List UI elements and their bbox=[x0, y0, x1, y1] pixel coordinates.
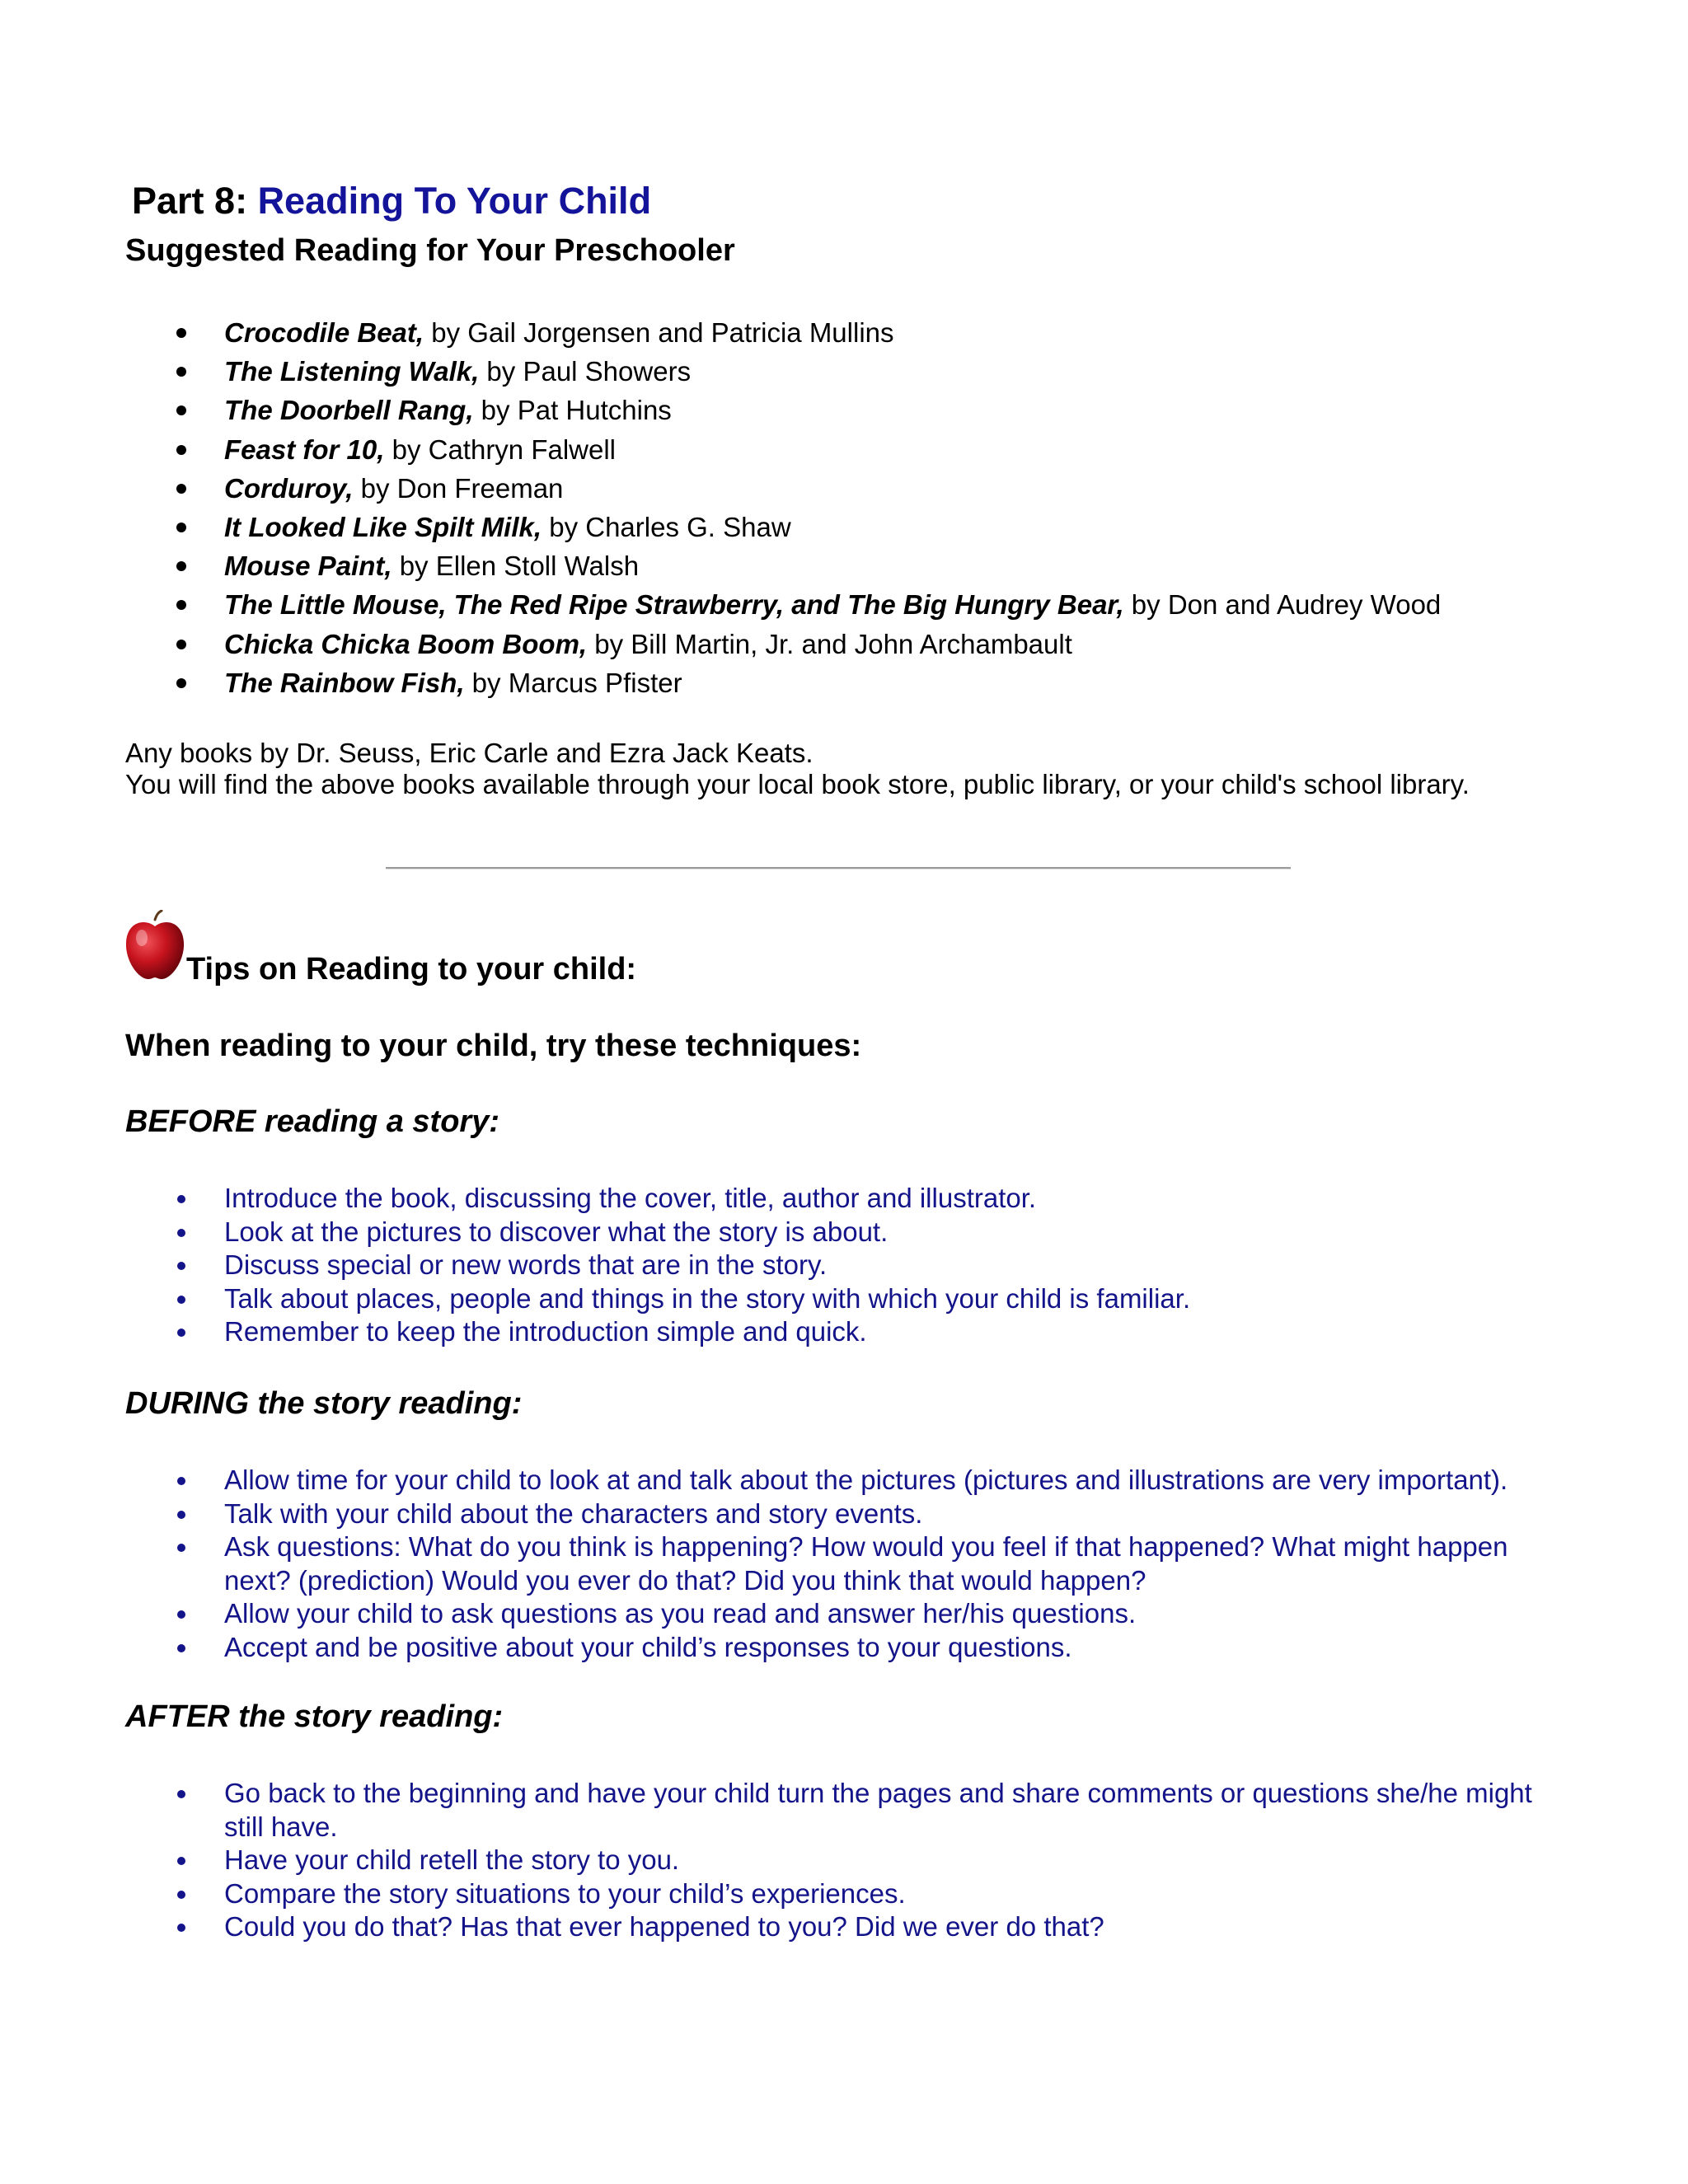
during-reading-heading: DURING the story reading: bbox=[125, 1386, 523, 1421]
after-reading-heading: AFTER the story reading: bbox=[125, 1699, 504, 1734]
book-item bbox=[125, 508, 1441, 546]
list-item: Allow time for your child to look at and talk about the pictures (pictures and illustrations are very important). bbox=[125, 1464, 1559, 1497]
list-item: Ask questions: What do you think is happening? How would you feel if that happened? What might happen next? (prediction) Would you ever do that? Did you think that would happen? bbox=[125, 1530, 1559, 1597]
book-title: Mouse Paint, bbox=[224, 551, 392, 582]
list-item: Allow your child to ask questions as you read and answer her/his questions. bbox=[125, 1597, 1559, 1631]
book-author: by Ellen Stoll Walsh bbox=[392, 551, 640, 582]
book-author: by Charles G. Shaw bbox=[542, 511, 791, 542]
list-item: Accept and be positive about your child’s responses to your questions. bbox=[125, 1631, 1559, 1665]
techniques-heading: When reading to your child, try these techniques: bbox=[125, 1029, 862, 1063]
during-reading-list bbox=[125, 1464, 1559, 1664]
book-item bbox=[125, 585, 1441, 624]
horizontal-rule bbox=[386, 867, 1291, 869]
list-item: Go back to the beginning and have your child turn the pages and share comments or questions she/he might still have. bbox=[125, 1777, 1559, 1844]
page-title bbox=[132, 180, 651, 223]
book-item bbox=[125, 625, 1441, 663]
list-item: Compare the story situations to your child’s experiences. bbox=[125, 1877, 1559, 1911]
book-item bbox=[125, 430, 1441, 469]
list-item: Look at the pictures to discover what the story is about. bbox=[125, 1216, 1559, 1249]
book-author: by Cathryn Falwell bbox=[384, 434, 617, 465]
book-list bbox=[125, 313, 1441, 702]
book-item bbox=[125, 663, 1441, 702]
list-item: Discuss special or new words that are in the story. bbox=[125, 1249, 1559, 1282]
part-label: Part 8: bbox=[132, 180, 258, 222]
book-item bbox=[125, 352, 1441, 391]
availability-note: You will find the above books available through your local book store, public library, or your child's school library. bbox=[125, 769, 1470, 799]
book-title: Chicka Chicka Boom Boom, bbox=[224, 628, 588, 659]
before-reading-list bbox=[125, 1182, 1559, 1349]
book-title: The Doorbell Rang, bbox=[224, 395, 474, 426]
after-reading-list bbox=[125, 1777, 1559, 1944]
book-author: by Bill Martin, Jr. and John Archambault bbox=[587, 628, 1072, 659]
apple-icon bbox=[124, 910, 186, 981]
book-item bbox=[125, 469, 1441, 508]
list-item: Talk with your child about the characters and story events. bbox=[125, 1497, 1559, 1531]
book-author: by Paul Showers bbox=[479, 356, 692, 387]
book-title: Feast for 10, bbox=[224, 434, 385, 465]
book-title: It Looked Like Spilt Milk, bbox=[224, 511, 542, 542]
book-title: The Listening Walk, bbox=[224, 356, 480, 387]
list-item: Introduce the book, discussing the cover, title, author and illustrator. bbox=[125, 1182, 1559, 1216]
tips-heading: Tips on Reading to your child: bbox=[186, 952, 637, 987]
list-item: Could you do that? Has that ever happened to you? Did we ever do that? bbox=[125, 1910, 1559, 1944]
book-author: by Don and Audrey Wood bbox=[1123, 589, 1442, 621]
book-author: by Don Freeman bbox=[353, 472, 564, 504]
book-title: The Rainbow Fish, bbox=[224, 667, 465, 698]
book-author: by Pat Hutchins bbox=[473, 395, 672, 426]
book-author: by Marcus Pfister bbox=[464, 667, 682, 698]
book-title: Corduroy, bbox=[224, 472, 354, 504]
book-item bbox=[125, 546, 1441, 585]
before-reading-heading: BEFORE reading a story: bbox=[125, 1104, 499, 1139]
authors-note: Any books by Dr. Seuss, Eric Carle and Ezra Jack Keats. bbox=[125, 738, 814, 768]
book-item bbox=[125, 391, 1441, 429]
suggested-reading-heading: Suggested Reading for Your Preschooler bbox=[125, 233, 735, 268]
list-item: Remember to keep the introduction simple and quick. bbox=[125, 1315, 1559, 1349]
book-author: by Gail Jorgensen and Patricia Mullins bbox=[424, 317, 894, 348]
book-title: Crocodile Beat, bbox=[224, 317, 424, 348]
list-item: Have your child retell the story to you. bbox=[125, 1844, 1559, 1877]
book-title: The Little Mouse, The Red Ripe Strawberry, and The Big Hungry Bear, bbox=[224, 589, 1124, 621]
list-item: Talk about places, people and things in the story with which your child is familiar. bbox=[125, 1282, 1559, 1316]
part-title: Reading To Your Child bbox=[257, 180, 652, 222]
book-item bbox=[125, 313, 1441, 352]
